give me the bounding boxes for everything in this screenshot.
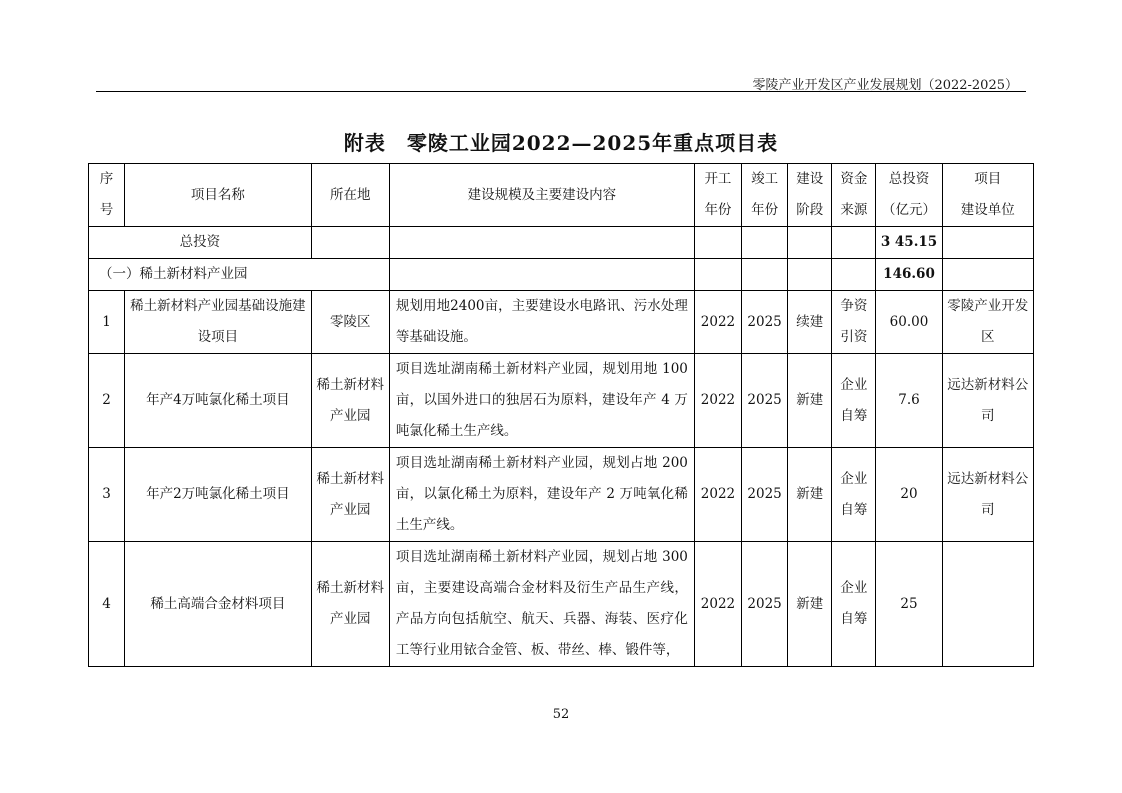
row-start-year: 2022 bbox=[694, 542, 741, 667]
row-start-year: 2022 bbox=[694, 354, 741, 448]
row-end-year: 2025 bbox=[742, 448, 788, 542]
row-fund-source: 企业自筹 bbox=[832, 354, 876, 448]
total-investment: 3 45.15 bbox=[876, 227, 942, 259]
running-header: 零陵产业开发区产业发展规划（2022-2025） bbox=[752, 78, 1018, 93]
row-end-year: 2025 bbox=[742, 542, 788, 667]
row-stage: 新建 bbox=[788, 542, 832, 667]
section-investment: 146.60 bbox=[876, 259, 942, 291]
row-investment: 20 bbox=[876, 448, 942, 542]
row-unit: 远达新材料公司 bbox=[942, 354, 1033, 448]
project-table bbox=[88, 163, 1034, 667]
total-empty-cell bbox=[694, 227, 741, 259]
col-header-investment: 总投资 （亿元） bbox=[876, 164, 942, 227]
section-empty-cell bbox=[694, 259, 741, 291]
row-end-year: 2025 bbox=[742, 291, 788, 354]
col-header-end-year: 竣工 年份 bbox=[742, 164, 788, 227]
total-empty-cell bbox=[742, 227, 788, 259]
section-empty-cell bbox=[389, 259, 694, 291]
table-row bbox=[89, 542, 1034, 667]
table-row bbox=[89, 448, 1034, 542]
row-investment: 7.6 bbox=[876, 354, 942, 448]
col-header-location: 所在地 bbox=[311, 164, 389, 227]
col-header-fund-source: 资金 来源 bbox=[832, 164, 876, 227]
total-empty-cell bbox=[389, 227, 694, 259]
row-content: 项目选址湖南稀土新材料产业园，规划占地 200亩，以氯化稀土为原料，建设年产 2 万吨氧化稀土生产线。 bbox=[389, 448, 694, 542]
row-location: 零陵区 bbox=[311, 291, 389, 354]
row-stage: 新建 bbox=[788, 448, 832, 542]
row-start-year: 2022 bbox=[694, 291, 741, 354]
row-fund-source: 企业自筹 bbox=[832, 448, 876, 542]
row-location: 稀土新材料产业园 bbox=[311, 354, 389, 448]
row-investment: 25 bbox=[876, 542, 942, 667]
row-stage: 续建 bbox=[788, 291, 832, 354]
table-row bbox=[89, 291, 1034, 354]
total-empty-cell bbox=[942, 227, 1033, 259]
row-investment: 60.00 bbox=[876, 291, 942, 354]
header-rule bbox=[96, 91, 1026, 92]
total-label: 总投资 bbox=[89, 227, 312, 259]
row-seq: 3 bbox=[89, 448, 125, 542]
row-stage: 新建 bbox=[788, 354, 832, 448]
total-empty-cell bbox=[788, 227, 832, 259]
row-start-year: 2022 bbox=[694, 448, 741, 542]
row-project-name: 稀土高端合金材料项目 bbox=[125, 542, 312, 667]
page-number: 52 bbox=[552, 707, 570, 722]
section-row bbox=[89, 259, 1034, 291]
row-content: 项目选址湖南稀土新材料产业园，规划用地 100亩，以国外进口的独居石为原料，建设年产 4 万吨氯化稀土生产线。 bbox=[389, 354, 694, 448]
row-fund-source: 企业自筹 bbox=[832, 542, 876, 667]
section-empty-cell bbox=[742, 259, 788, 291]
total-row bbox=[89, 227, 1034, 259]
col-header-start-year: 开工 年份 bbox=[694, 164, 741, 227]
col-header-content: 建设规模及主要建设内容 bbox=[389, 164, 694, 227]
row-location: 稀土新材料产业园 bbox=[311, 542, 389, 667]
row-location: 稀土新材料产业园 bbox=[311, 448, 389, 542]
table-row bbox=[89, 354, 1034, 448]
col-header-unit: 项目 建设单位 bbox=[942, 164, 1033, 227]
row-seq: 2 bbox=[89, 354, 125, 448]
row-project-name: 稀土新材料产业园基础设施建设项目 bbox=[125, 291, 312, 354]
row-fund-source: 争资引资 bbox=[832, 291, 876, 354]
row-unit bbox=[942, 542, 1033, 667]
row-unit: 零陵产业开发区 bbox=[942, 291, 1033, 354]
row-seq: 1 bbox=[89, 291, 125, 354]
col-header-name: 项目名称 bbox=[125, 164, 312, 227]
total-empty-cell bbox=[311, 227, 389, 259]
section-empty-cell bbox=[942, 259, 1033, 291]
row-content: 规划用地2400亩，主要建设水电路讯、污水处理等基础设施。 bbox=[389, 291, 694, 354]
row-project-name: 年产2万吨氯化稀土项目 bbox=[125, 448, 312, 542]
row-content: 项目选址湖南稀土新材料产业园，规划占地 300亩，主要建设高端合金材料及衍生产品生产线，产品方向包括航空、航天、兵器、海装、医疗化工等行业用铱合金管、板、带丝、棒、锻件等， bbox=[389, 542, 694, 667]
row-unit: 远达新材料公司 bbox=[942, 448, 1033, 542]
table-header-row bbox=[89, 164, 1034, 227]
section-empty-cell bbox=[788, 259, 832, 291]
col-header-seq: 序 号 bbox=[89, 164, 125, 227]
row-end-year: 2025 bbox=[742, 354, 788, 448]
table-title: 附表 零陵工业园2022—2025年重点项目表 bbox=[343, 131, 779, 155]
section-label: （一）稀土新材料产业园 bbox=[89, 259, 390, 291]
section-empty-cell bbox=[832, 259, 876, 291]
row-project-name: 年产4万吨氯化稀土项目 bbox=[125, 354, 312, 448]
project-table-wrapper bbox=[88, 163, 1034, 667]
total-empty-cell bbox=[832, 227, 876, 259]
row-seq: 4 bbox=[89, 542, 125, 667]
col-header-stage: 建设 阶段 bbox=[788, 164, 832, 227]
